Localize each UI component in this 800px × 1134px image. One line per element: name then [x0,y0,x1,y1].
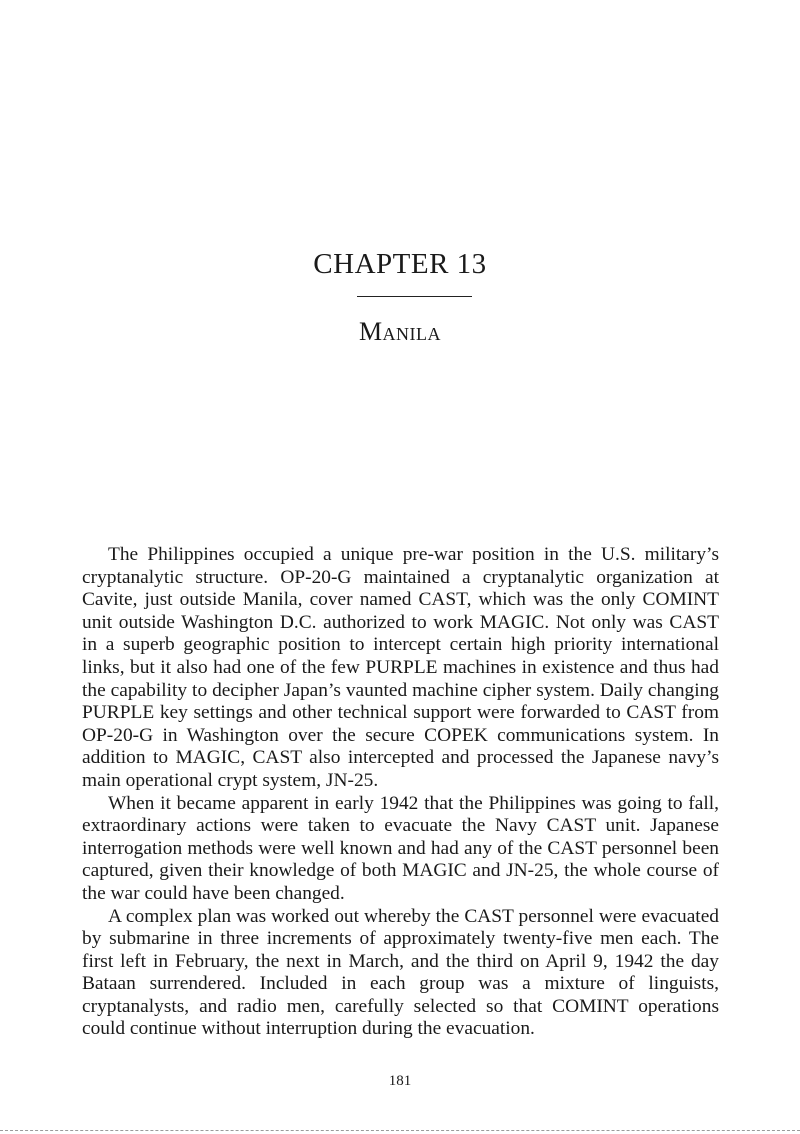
paragraph: The Philippines occupied a unique pre-war position in the U.S. military’s cryptanalytic structure. OP-20-G maintained a cryptanalytic organization at Cavite, just outside Manila, cover named CAST, which was the only COMINT unit outside Washington D.C. authorized to work MAGIC. Not only was CAST in a superb geographic position to intercept certain high priority international links, but it also had one of the few PURPLE machines in existence and thus had the capability to decipher Japan’s vaunted machine cipher system. Daily changing PURPLE key settings and other technical support were forwarded to CAST from OP-20-G in Washington over the secure COPEK communications system. In addition to MAGIC, CAST also intercepted and processed the Japanese navy’s main operational crypt system, JN-25. [82,544,719,791]
paragraph: A complex plan was worked out whereby the CAST personnel were evacuated by submarine in three increments of approximately twenty-five men each. The first left in February, the next in March, and the third on April 9, 1942 the day Bataan surrendered. Included in each group was a mixture of linguists, cryptanalysts, and radio men, carefully selected so that COMINT operations could continue without interruption during the evacuation. [82,905,719,1040]
page-bottom-edge [0,1130,800,1131]
chapter-heading: CHAPTER 13 [313,248,487,280]
paragraph: When it became apparent in early 1942 that the Philippines was going to fall, extraordinary actions were taken to evacuate the Navy CAST unit. Japanese interrogation methods were well known and had any of the CAST personnel been captured, given their knowledge of both MAGIC and JN-25, the whole course of the war could have been changed. [82,792,719,904]
heading-divider [357,296,472,297]
chapter-title: Manila [358,317,442,346]
body-text [82,544,719,1041]
page-number: 181 [388,1073,412,1089]
